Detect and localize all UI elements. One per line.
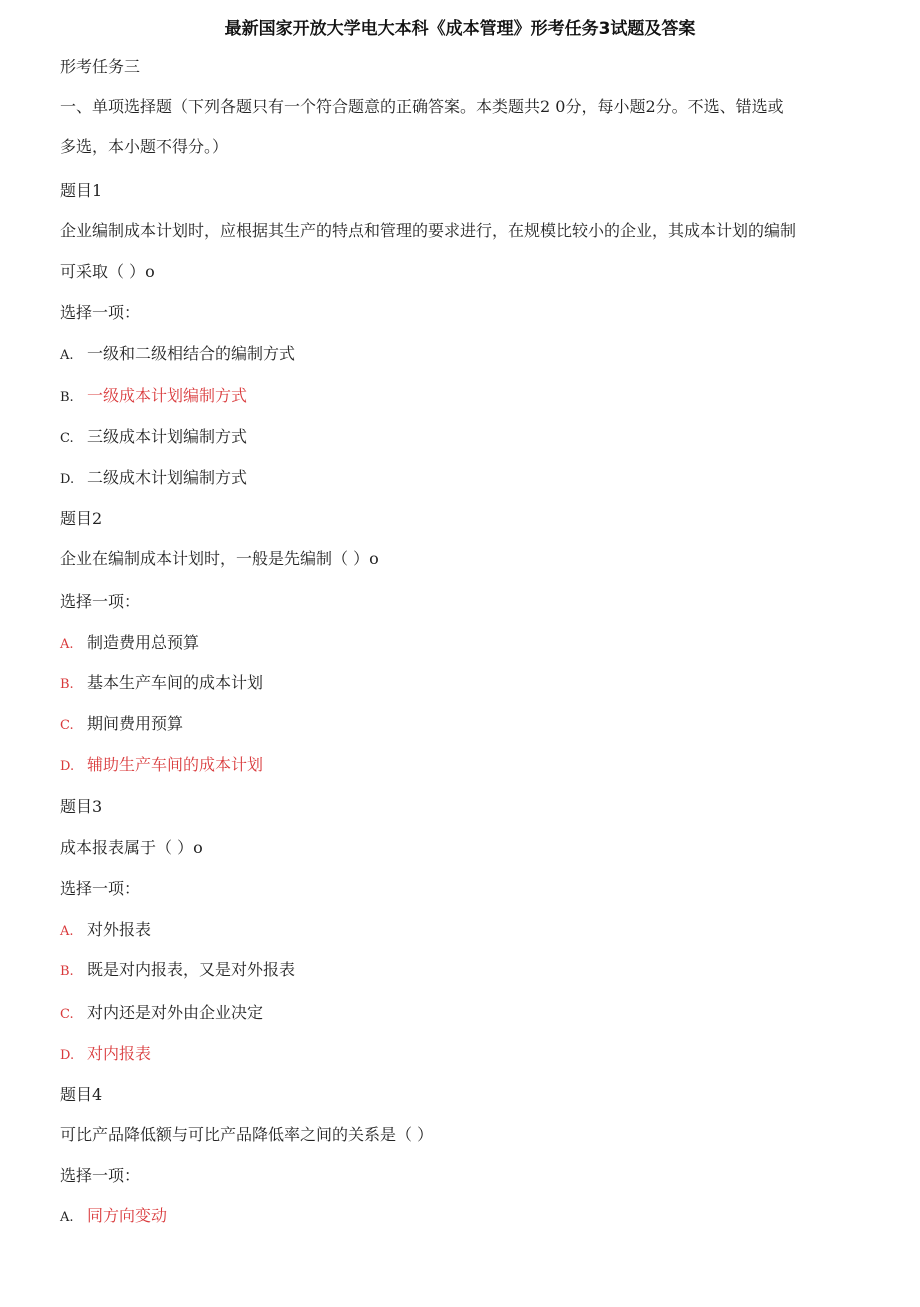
question-1-option-d[interactable]	[60, 468, 247, 490]
option-text-highlighted: 对内报表	[87, 1044, 152, 1063]
option-letter: B.	[60, 677, 74, 692]
task-heading: 形考任务三	[60, 57, 141, 76]
option-letter: C.	[60, 1007, 74, 1022]
option-text: 制造费用总预算	[87, 633, 200, 652]
option-letter: B.	[60, 390, 74, 405]
option-letter: D.	[60, 1048, 75, 1063]
question-2-option-b[interactable]	[60, 673, 263, 695]
option-text-highlighted: 同方向变动	[87, 1206, 168, 1225]
question-3-choose-label: 选择一项：	[60, 879, 141, 898]
option-text: 一级和二级相结合的编制方式	[87, 344, 296, 363]
question-2-option-c[interactable]	[60, 714, 183, 736]
option-letter: D.	[60, 472, 75, 487]
question-3-option-a[interactable]	[60, 920, 151, 942]
question-2-stem: 企业在编制成本计划时，一般是先编制（ ）o	[60, 549, 379, 568]
option-letter: D.	[60, 759, 75, 774]
option-text: 三级成本计划编制方式	[87, 427, 248, 446]
question-4-label: 题目4	[60, 1085, 103, 1104]
question-2-label: 题目2	[60, 509, 103, 528]
section-instructions-line-1: 一、单项选择题（下列各题只有一个符合题意的正确答案。本类题共2 0分，每小题2分。不选、错选或	[60, 97, 784, 116]
option-text: 二级成木计划编制方式	[87, 468, 248, 487]
question-4-stem: 可比产品降低额与可比产品降低率之间的关系是（ ）	[60, 1125, 434, 1144]
question-4-choose-label: 选择一项：	[60, 1166, 141, 1185]
option-text: 期间费用预算	[87, 714, 184, 733]
option-text: 对外报表	[87, 920, 152, 939]
question-4-option-a[interactable]	[60, 1206, 167, 1228]
section-instructions-line-2: 多选，本小题不得分。）	[60, 137, 229, 156]
option-letter: A.	[60, 1210, 74, 1225]
question-1-option-b[interactable]	[60, 386, 247, 408]
question-3-stem: 成本报表属于（ ）o	[60, 838, 203, 857]
option-letter: C.	[60, 431, 74, 446]
option-letter: B.	[60, 964, 74, 979]
option-text: 对内还是对外由企业决定	[87, 1003, 264, 1022]
document-title: 最新国家开放大学电大本科《成本管理》形考任务3试题及答案	[224, 19, 696, 39]
question-1-choose-label: 选择一项：	[60, 303, 141, 322]
question-1-stem-line-2: 可采取（ ）o	[60, 262, 155, 281]
question-3-label: 题目3	[60, 797, 103, 816]
option-text-highlighted: 一级成本计划编制方式	[87, 386, 248, 405]
question-1-option-c[interactable]	[60, 427, 247, 449]
question-2-option-d[interactable]	[60, 755, 263, 777]
option-text-highlighted: 辅助生产车间的成本计划	[87, 755, 264, 774]
option-text: 基本生产车间的成本计划	[87, 673, 264, 692]
option-letter: A.	[60, 924, 74, 939]
option-text: 既是对内报表，又是对外报表	[87, 960, 296, 979]
question-2-option-a[interactable]	[60, 633, 199, 655]
question-2-choose-label: 选择一项：	[60, 592, 141, 611]
option-letter: A.	[60, 348, 74, 363]
question-3-option-d[interactable]	[60, 1044, 151, 1066]
question-1-option-a[interactable]	[60, 344, 295, 366]
question-1-stem-line-1: 企业编制成本计划时，应根据其生产的特点和管理的要求进行，在规模比较小的企业，其成本计划的编制	[60, 221, 797, 240]
question-3-option-c[interactable]	[60, 1003, 263, 1025]
option-letter: A.	[60, 637, 74, 652]
question-3-option-b[interactable]	[60, 960, 295, 982]
option-letter: C.	[60, 718, 74, 733]
question-1-label: 题目1	[60, 181, 103, 200]
